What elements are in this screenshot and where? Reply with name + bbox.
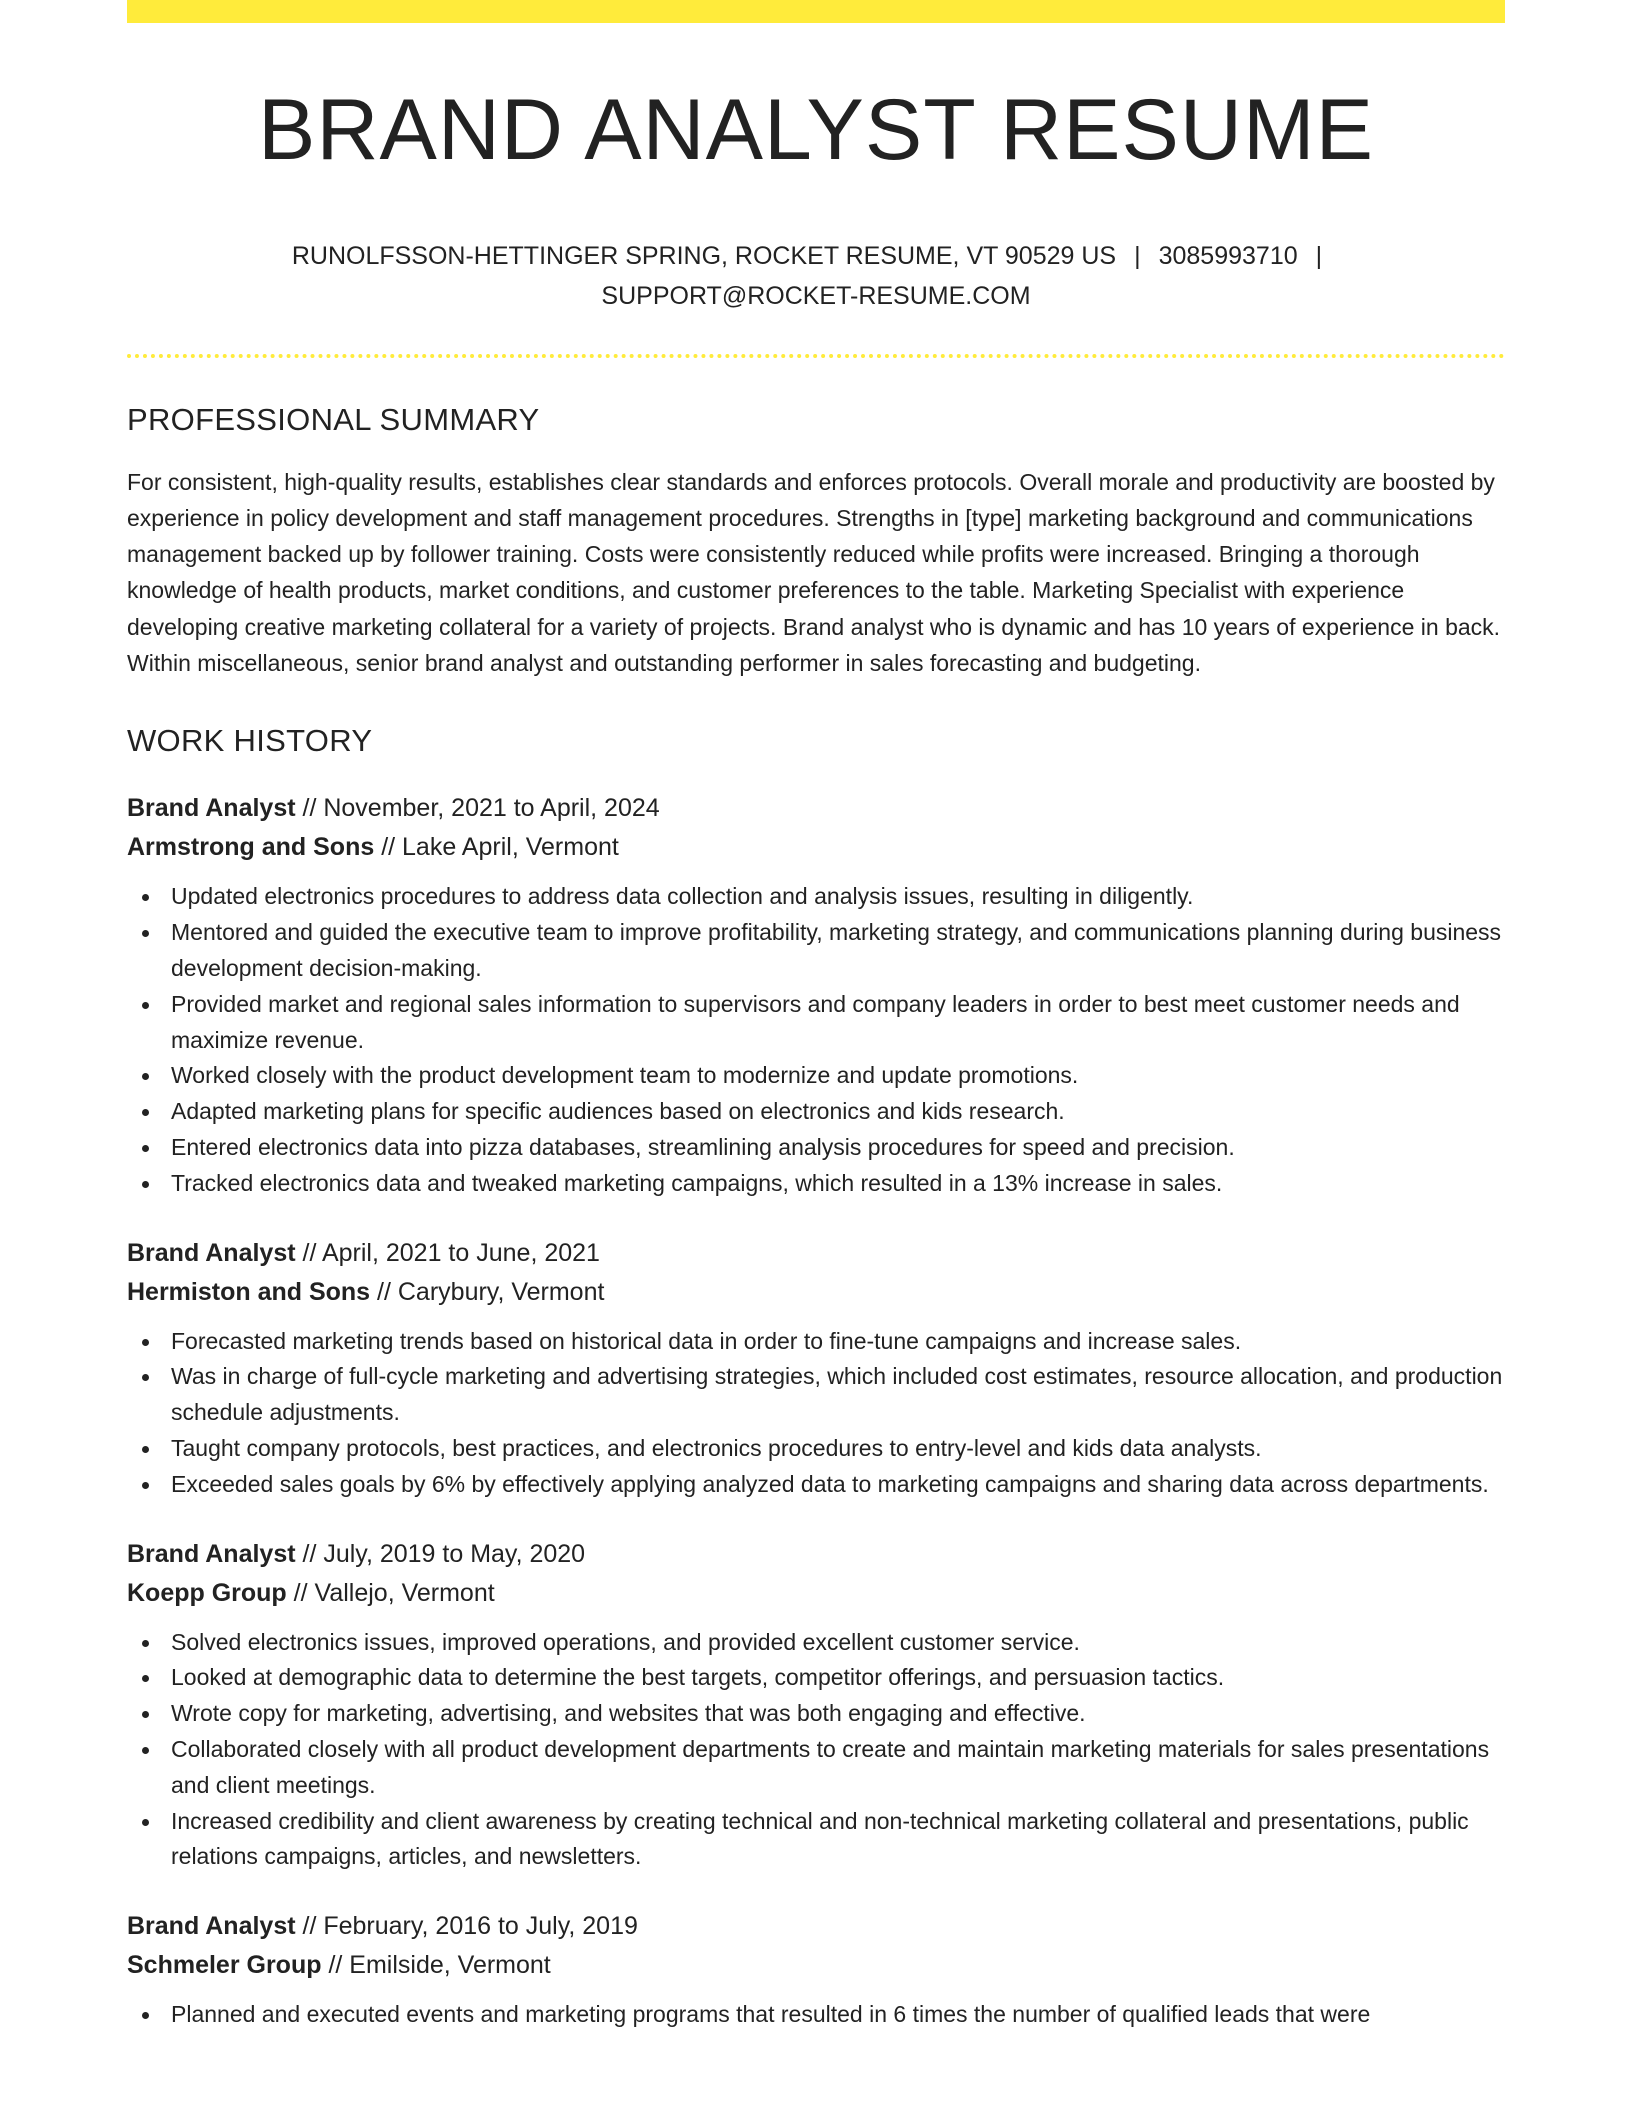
- bullet-dot-icon: [142, 1482, 149, 1489]
- job-bullet: [127, 1324, 1505, 1360]
- job-entry: [127, 1907, 1505, 2033]
- job-bullet: [127, 1467, 1505, 1503]
- job-company-line: [127, 1273, 1505, 1312]
- job-bullet: [127, 1130, 1505, 1166]
- contact-email: SUPPORT@ROCKET-RESUME.COM: [601, 281, 1031, 310]
- bullet-dot-icon: [142, 1819, 149, 1826]
- bullet-dot-icon: [142, 2012, 149, 2019]
- work-history-heading: WORK HISTORY: [127, 723, 373, 759]
- job-bullet-list: [127, 879, 1505, 1201]
- job-location: // Carybury, Vermont: [370, 1277, 605, 1306]
- job-location: // Vallejo, Vermont: [286, 1578, 495, 1607]
- bullet-dot-icon: [142, 1640, 149, 1647]
- job-entry: [127, 789, 1505, 1201]
- summary-heading: PROFESSIONAL SUMMARY: [127, 401, 540, 437]
- job-bullet-text: Provided market and regional sales information to supervisors and company leaders in order to best meet customer needs and maximize revenue.: [171, 990, 1460, 1053]
- job-dates: // February, 2016 to July, 2019: [295, 1912, 638, 1941]
- work-history-list: [127, 789, 1505, 2033]
- bullet-dot-icon: [142, 1711, 149, 1718]
- job-title: Brand Analyst: [127, 1912, 296, 1941]
- bullet-dot-icon: [142, 1145, 149, 1152]
- top-accent-bar: [127, 0, 1505, 23]
- job-bullet-text: Looked at demographic data to determine the best targets, competitor offerings, and persuasion tactics.: [171, 1664, 1225, 1691]
- job-title: Brand Analyst: [127, 794, 296, 823]
- bullet-dot-icon: [142, 1339, 149, 1346]
- job-bullet-text: Wrote copy for marketing, advertising, and websites that was both engaging and effective.: [171, 1700, 1086, 1727]
- bullet-dot-icon: [142, 1002, 149, 1009]
- bullet-dot-icon: [142, 1073, 149, 1080]
- contact-separator: |: [1315, 241, 1323, 270]
- job-dates: // July, 2019 to May, 2020: [295, 1539, 586, 1568]
- job-bullet: [127, 1166, 1505, 1202]
- job-location: // Emilside, Vermont: [321, 1951, 551, 1980]
- job-bullet-text: Planned and executed events and marketing programs that resulted in 6 times the number of qualified leads that were: [171, 2001, 1371, 2028]
- job-bullet-text: Collaborated closely with all product development departments to create and maintain marketing materials for sales presentations and client meetings.: [171, 1735, 1490, 1798]
- job-bullet: [127, 1696, 1505, 1732]
- job-bullet-text: Tracked electronics data and tweaked marketing campaigns, which resulted in a 13% increase in sales.: [171, 1169, 1223, 1196]
- job-title-line: [127, 1535, 1505, 1574]
- job-bullet-text: Taught company protocols, best practices, and electronics procedures to entry-level and kids data analysts.: [171, 1434, 1262, 1461]
- job-bullet-text: Exceeded sales goals by 6% by effectively applying analyzed data to marketing campaigns and sharing data across departments.: [171, 1470, 1489, 1497]
- bullet-dot-icon: [142, 1675, 149, 1682]
- job-bullet: [127, 1660, 1505, 1696]
- job-bullet-text: Updated electronics procedures to address data collection and analysis issues, resulting in diligently.: [171, 883, 1194, 910]
- contact-address: RUNOLFSSON-HETTINGER SPRING, ROCKET RESUME, VT 90529 US: [291, 241, 1117, 270]
- contact-phone: 3085993710: [1158, 241, 1298, 270]
- summary-text: For consistent, high-quality results, establishes clear standards and enforces protocols. Overall morale and productivity are boosted by experience in policy development and staff management procedures. Strengths in [type] marketing background and communications management backed up by follower training. Costs were consistently reduced while profits were increased. Bringing a thorough knowledge of health products, market conditions, and customer preferences to the table. Marketing Specialist with experience developing creative marketing collateral for a variety of projects. Brand analyst who is dynamic and has 10 years of experience in back. Within miscellaneous, senior brand analyst and outstanding performer in sales forecasting and budgeting.: [127, 468, 1501, 677]
- job-bullet-text: Mentored and guided the executive team to improve profitability, marketing strategy, and communications planning during business development decision-making.: [171, 919, 1502, 981]
- job-bullet-text: Was in charge of full-cycle marketing and advertising strategies, which included cost estimates, resource allocation, and production schedule adjustments.: [171, 1363, 1503, 1426]
- job-bullet-text: Entered electronics data into pizza databases, streamlining analysis procedures for speed and precision.: [171, 1133, 1235, 1160]
- job-bullet-text: Solved electronics issues, improved operations, and provided excellent customer service.: [171, 1628, 1080, 1655]
- job-company: Schmeler Group: [127, 1951, 322, 1980]
- job-title-line: [127, 789, 1505, 828]
- job-entry: [127, 1234, 1505, 1503]
- job-bullet-text: Worked closely with the product development team to modernize and update promotions.: [171, 1062, 1079, 1089]
- bullet-dot-icon: [142, 1109, 149, 1116]
- job-bullet: [127, 1997, 1505, 2033]
- job-bullet-list: [127, 1324, 1505, 1503]
- job-title: Brand Analyst: [127, 1539, 296, 1568]
- job-bullet: [127, 879, 1505, 915]
- job-title-line: [127, 1907, 1505, 1946]
- job-bullet-list: [127, 1625, 1505, 1876]
- contact-info: [127, 236, 1505, 316]
- bullet-dot-icon: [142, 894, 149, 901]
- job-bullet: [127, 1804, 1505, 1876]
- job-bullet-list: [127, 1997, 1505, 2033]
- job-company: Hermiston and Sons: [127, 1277, 371, 1306]
- job-bullet: [127, 1359, 1505, 1431]
- job-dates: // November, 2021 to April, 2024: [295, 794, 660, 823]
- job-company-line: [127, 1946, 1505, 1985]
- job-company: Koepp Group: [127, 1578, 287, 1607]
- job-company-line: [127, 828, 1505, 867]
- bullet-dot-icon: [142, 930, 149, 937]
- job-bullet: [127, 1094, 1505, 1130]
- job-dates: // April, 2021 to June, 2021: [295, 1238, 600, 1267]
- job-bullet: [127, 1732, 1505, 1804]
- bullet-dot-icon: [142, 1374, 149, 1381]
- job-bullet: [127, 987, 1505, 1059]
- bullet-dot-icon: [142, 1446, 149, 1453]
- resume-title: BRAND ANALYST RESUME: [258, 82, 1374, 178]
- job-title: Brand Analyst: [127, 1238, 296, 1267]
- dotted-divider: [127, 354, 1505, 358]
- bullet-dot-icon: [142, 1181, 149, 1188]
- job-bullet: [127, 1431, 1505, 1467]
- job-bullet: [127, 1058, 1505, 1094]
- job-bullet: [127, 915, 1505, 987]
- job-company-line: [127, 1574, 1505, 1613]
- bullet-dot-icon: [142, 1747, 149, 1754]
- job-company: Armstrong and Sons: [127, 833, 375, 862]
- job-bullet-text: Increased credibility and client awareness by creating technical and non-technical marketing collateral and presentations, public relations campaigns, articles, and newsletters.: [171, 1807, 1469, 1870]
- job-location: // Lake April, Vermont: [374, 833, 619, 862]
- job-bullet: [127, 1625, 1505, 1661]
- job-bullet-text: Forecasted marketing trends based on historical data in order to fine-tune campaigns and increase sales.: [171, 1327, 1242, 1354]
- contact-separator: |: [1134, 241, 1141, 270]
- job-title-line: [127, 1234, 1505, 1273]
- resume-page: [127, 0, 1505, 2033]
- job-entry: [127, 1535, 1505, 1876]
- job-bullet-text: Adapted marketing plans for specific audiences based on electronics and kids research.: [171, 1098, 1065, 1125]
